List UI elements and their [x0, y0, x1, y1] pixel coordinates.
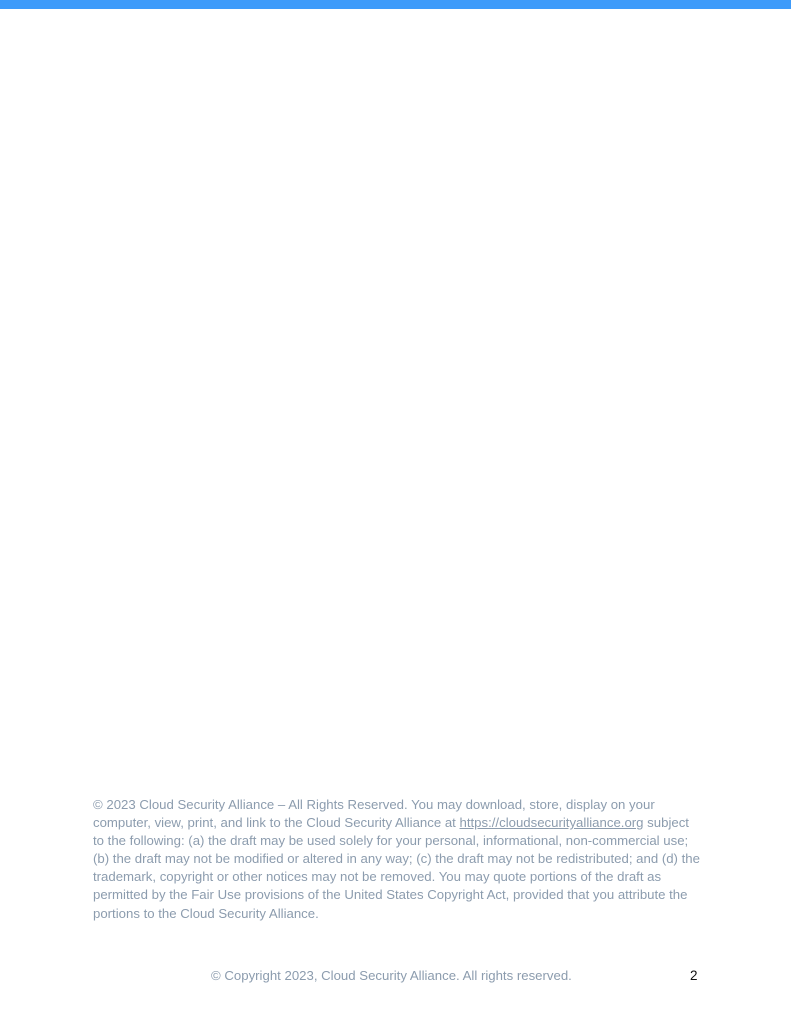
csa-website-link[interactable]: https://cloudsecurityalliance.org: [459, 815, 644, 831]
header-accent-bar: [0, 0, 791, 9]
notice-text-start: © 2023 Cloud Security Alliance – All Rights Reserved. You may download, store, display on your computer, view, print, and link to the Cloud Security Alliance at: [93, 797, 655, 831]
page-number: 2: [690, 968, 698, 983]
notice-text-end: subject to the following: (a) the draft may be used solely for your personal, informational, non-commercial use; (b) the draft may not be modified or altered in any way; (c) the draft may not be redistributed; and (d) the trademark, copyright or other notices may not be removed. You may quote portions of the draft as permitted by the Fair Use provisions of the United States Copyright Act, provided that you attribute the portions to the Cloud Security Alliance.: [93, 815, 700, 921]
copyright-notice: [93, 796, 703, 923]
footer-copyright: © Copyright 2023, Cloud Security Alliance. All rights reserved.: [211, 968, 572, 983]
